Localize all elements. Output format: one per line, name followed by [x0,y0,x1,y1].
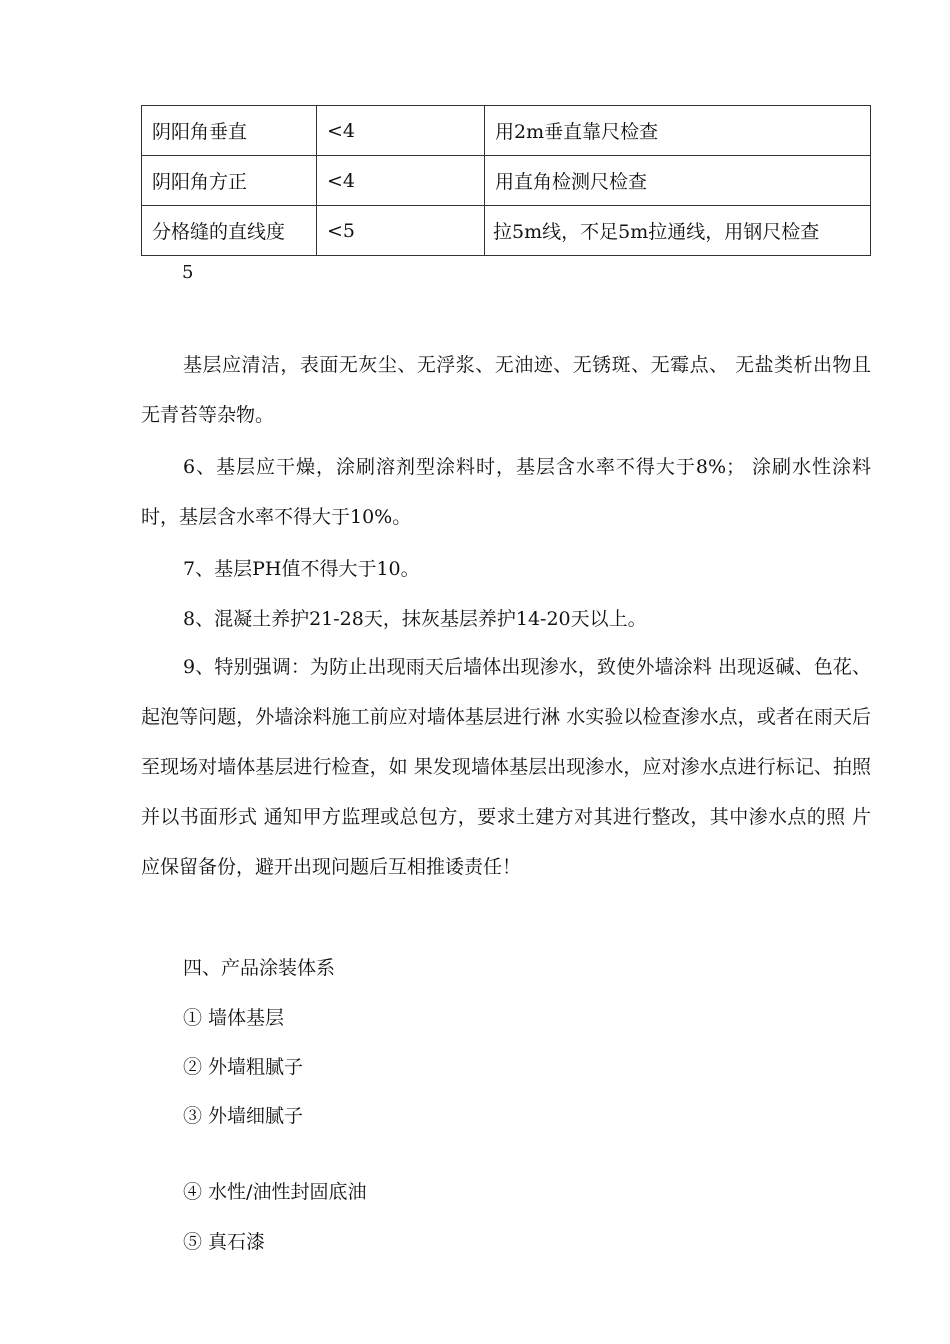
list-item: ③ 外墙细腻子 [183,1105,304,1127]
tolerance-cell: <4 [317,156,485,206]
method-cell: 拉5m线，不足5m拉通线，用钢尺检查 [485,206,871,256]
table-row [142,206,871,256]
item-cell: 阴阳角方正 [142,156,317,206]
paragraph-ph: 7、基层PH值不得大于10。 [183,558,420,580]
paragraph-curing: 8、混凝土养护21-28天，抹灰基层养护14-20天以上。 [183,608,647,630]
footnote-number: 5 [182,262,194,283]
inspection-table [141,105,871,256]
section-heading: 四、产品涂装体系 [183,957,336,979]
tolerance-cell: <5 [317,206,485,256]
item-cell: 阴阳角垂直 [142,106,317,156]
item-cell: 分格缝的直线度 [142,206,317,256]
paragraph-substrate-clean: 基层应清洁，表面无灰尘、无浮浆、无油迹、无锈斑、无霉点、 无盐类析出物且无青苔等杂物。 [141,354,871,426]
paragraph-emphasis: 9、特别强调：为防止出现雨天后墙体出现渗水，致使外墙涂料 出现返碱、色花、起泡等问题，外墙涂料施工前应对墙体基层进行淋 水实验以检查渗水点，或者在雨天后至现场对墙体基层进行检查，如 果发现墙体基层出现渗水，应对渗水点进行标记、拍照并以书面形式 通知甲方监理或总包方，要求土建方对其进行整改，其中渗水点的照 片应保留备份，避开出现问题后互相推诿责任！ [141,656,871,878]
list-item: ⑤ 真石漆 [183,1231,266,1253]
tolerance-cell: <4 [317,106,485,156]
paragraph-substrate-dry: 6、基层应干燥，涂刷溶剂型涂料时，基层含水率不得大于8%； 涂刷水性涂料时，基层含水率不得大于10%。 [141,456,871,528]
table-row [142,106,871,156]
list-item: ② 外墙粗腻子 [183,1056,304,1078]
method-cell: 用直角检测尺检查 [485,156,871,206]
table-row [142,156,871,206]
method-cell: 用2m垂直靠尺检查 [485,106,871,156]
list-item: ① 墙体基层 [183,1007,285,1029]
list-item: ④ 水性/油性封固底油 [183,1181,367,1203]
